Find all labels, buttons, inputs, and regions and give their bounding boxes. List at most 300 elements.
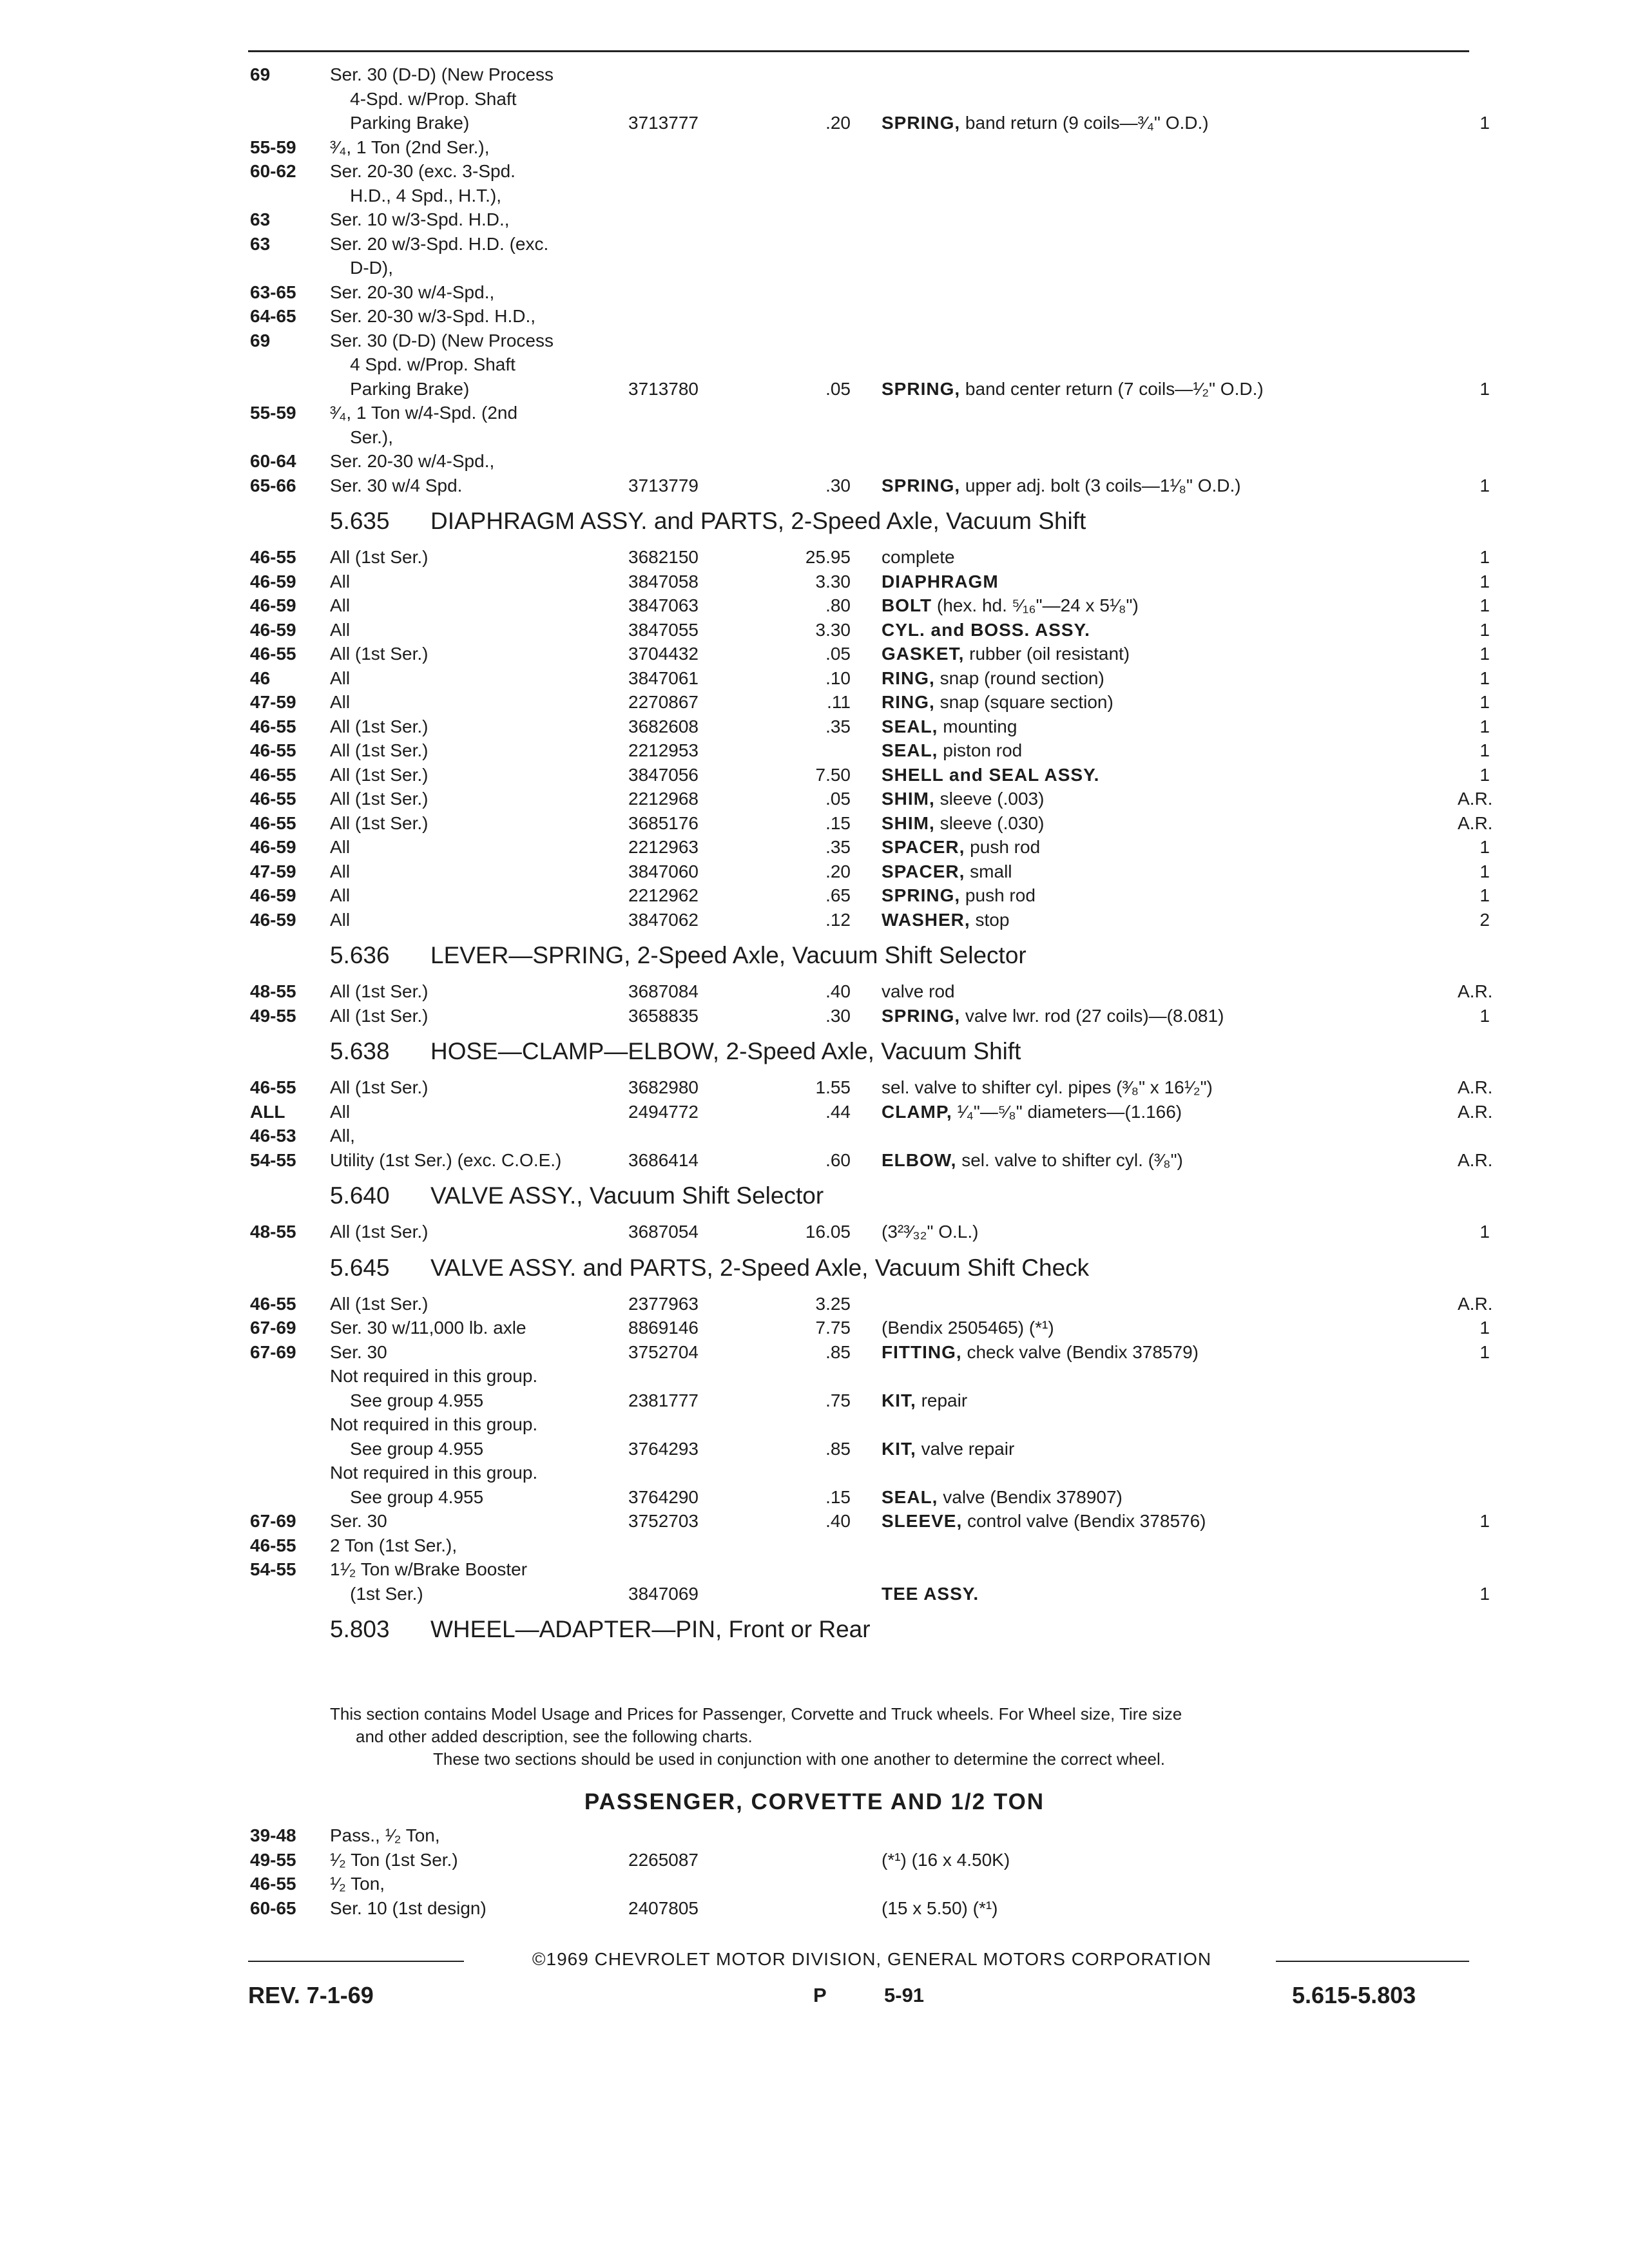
year-range: 47-59: [250, 692, 296, 712]
year-range: 55-59: [250, 403, 296, 423]
description-text: upper adj. bolt (3 coils—1¹⁄₈" O.D.): [965, 475, 1241, 495]
year-range: 49-55: [250, 1005, 296, 1026]
model-usage: ³⁄₄, 1 Ton (2nd Ser.),: [330, 137, 490, 157]
price: .30: [825, 1005, 851, 1026]
part-row: [0, 1316, 1629, 1340]
year-range: 69: [250, 64, 271, 84]
year-range: 46-55: [250, 764, 296, 785]
part-row: [0, 642, 1629, 666]
description: [882, 1437, 1014, 1461]
part-row: [0, 401, 1629, 425]
part-number: 3682150: [628, 547, 699, 567]
part-number: 3713779: [628, 475, 699, 495]
part-row: [0, 1557, 1629, 1581]
part-number: 8869146: [628, 1318, 699, 1338]
year-range: 54-55: [250, 1149, 296, 1170]
part-number: 2377963: [628, 1293, 699, 1314]
year-range: 46-59: [250, 619, 296, 640]
year-range: 46-55: [250, 1535, 296, 1555]
quantity: 1: [1480, 837, 1490, 857]
price: .35: [825, 716, 851, 736]
part-number: 2407805: [628, 1898, 699, 1918]
model-usage: Ser. 20-30 w/3-Spd. H.D.,: [330, 306, 536, 326]
part-row: [0, 835, 1629, 859]
description-keyword: CLAMP,: [882, 1101, 952, 1122]
part-number: 3682980: [628, 1077, 699, 1097]
description-keyword: WASHER,: [882, 909, 970, 930]
description: [882, 377, 1264, 401]
description-keyword: SHIM,: [882, 812, 935, 833]
section-header: [0, 1181, 1629, 1211]
part-row: [0, 666, 1629, 690]
part-row: [0, 979, 1629, 1003]
description: (*¹) (16 x 4.50K): [882, 1849, 1010, 1870]
model-usage: ¹⁄₂ Ton,: [330, 1874, 385, 1894]
model-usage: Not required in this group.: [330, 1463, 538, 1483]
section-note-1: This section contains Model Usage and Prices for Passenger, Corvette and Truck wheels. For Wheel size, Tire size: [330, 1704, 1182, 1724]
description: [882, 738, 1022, 762]
part-number: 2494772: [628, 1101, 699, 1122]
description: [882, 1148, 1183, 1172]
model-usage: Ser. 20-30 w/4-Spd.,: [330, 282, 495, 302]
description: [882, 763, 1099, 787]
model-usage: 2 Ton (1st Ser.),: [330, 1535, 458, 1555]
model-usage: Ser. 20-30 (exc. 3-Spd.: [330, 161, 516, 181]
year-range: 60-65: [250, 1898, 296, 1918]
part-number: 3847061: [628, 668, 699, 688]
part-row: [0, 232, 1629, 256]
description-text: (Bendix 2505465) (*¹): [882, 1318, 1054, 1338]
description: [882, 618, 1090, 642]
model-usage: 4 Spd. w/Prop. Shaft: [330, 354, 516, 374]
part-row: [0, 1148, 1629, 1172]
year-range: 69: [250, 330, 271, 351]
quantity: A.R.: [1458, 981, 1493, 1001]
section-title: VALVE ASSY. and PARTS, 2-Speed Axle, Vacuum Shift Check: [430, 1254, 1090, 1281]
year-range: 63: [250, 209, 271, 229]
model-usage: All (1st Ser.): [330, 981, 429, 1001]
description-text: push rod: [965, 885, 1036, 905]
model-usage: H.D., 4 Spd., H.T.),: [330, 185, 502, 206]
description: [882, 787, 1044, 811]
description-keyword: BOLT: [882, 595, 932, 615]
section-number: 5.636: [330, 942, 390, 968]
part-row: [0, 256, 1629, 280]
description: [882, 474, 1241, 497]
quantity: A.R.: [1458, 1077, 1493, 1097]
quantity: 1: [1480, 692, 1490, 712]
section-title: VALVE ASSY., Vacuum Shift Selector: [430, 1182, 824, 1209]
description: [882, 1485, 1123, 1509]
description-keyword: SPRING,: [882, 113, 961, 133]
part-number: 2270867: [628, 692, 699, 712]
price: .05: [825, 789, 851, 809]
model-usage: All,: [330, 1126, 355, 1146]
quantity: 1: [1480, 1318, 1490, 1338]
model-usage: All: [330, 909, 351, 930]
quantity: 1: [1480, 113, 1490, 133]
part-row: [0, 184, 1629, 207]
part-number: 3752704: [628, 1341, 699, 1362]
quantity: 1: [1480, 716, 1490, 736]
page-range: 5.615-5.803: [1292, 1982, 1416, 2008]
part-number: 3847060: [628, 861, 699, 881]
model-usage: All: [330, 861, 351, 881]
model-usage: D-D),: [330, 258, 393, 278]
part-number: 3847062: [628, 909, 699, 930]
year-range: 46-55: [250, 1874, 296, 1894]
description-keyword: SPRING,: [882, 885, 961, 905]
part-number: 2212953: [628, 740, 699, 760]
model-usage: Ser. 20 w/3-Spd. H.D. (exc.: [330, 233, 549, 254]
description-text: sel. valve to shifter cyl. pipes (³⁄₈" x 16¹⁄₂"): [882, 1077, 1213, 1097]
description: [882, 111, 1209, 135]
model-usage: Ser. 30 w/4 Spd.: [330, 475, 463, 495]
description: [882, 1389, 967, 1412]
year-range: 67-69: [250, 1341, 296, 1362]
quantity: 1: [1480, 595, 1490, 615]
model-usage: ¹⁄₂ Ton (1st Ser.): [330, 1849, 458, 1870]
year-range: 46-59: [250, 571, 296, 591]
price: .10: [825, 668, 851, 688]
part-number: 2212963: [628, 837, 699, 857]
section-title: WHEEL—ADAPTER—PIN, Front or Rear: [430, 1616, 871, 1642]
description-text: valve (Bendix 378907): [943, 1486, 1123, 1507]
price: .20: [825, 861, 851, 881]
section-title: LEVER—SPRING, 2-Speed Axle, Vacuum Shift Selector: [430, 942, 1027, 968]
model-usage: All (1st Ser.): [330, 644, 429, 664]
section-number: 5.645: [330, 1254, 390, 1281]
model-usage: Ser. 30: [330, 1511, 387, 1531]
model-usage: All: [330, 619, 351, 640]
model-usage: All (1st Ser.): [330, 547, 429, 567]
model-usage: Parking Brake): [330, 378, 470, 399]
model-usage: (1st Ser.): [330, 1583, 423, 1604]
section-header: [0, 1037, 1629, 1066]
part-row: [0, 690, 1629, 714]
description-text: (3²³⁄₃₂" O.L.): [882, 1222, 979, 1242]
year-range: 63-65: [250, 282, 296, 302]
price: 7.75: [815, 1318, 851, 1338]
price: .20: [825, 113, 851, 133]
quantity: 1: [1480, 475, 1490, 495]
part-row: [0, 329, 1629, 352]
year-range: 67-69: [250, 1318, 296, 1338]
description-keyword: SHIM,: [882, 789, 935, 809]
part-row: [0, 618, 1629, 642]
revision-date: REV. 7-1-69: [248, 1982, 374, 2008]
quantity: A.R.: [1458, 789, 1493, 809]
part-number: 3685176: [628, 812, 699, 833]
price: 3.30: [815, 571, 851, 591]
part-number: 3682608: [628, 716, 699, 736]
year-range: 54-55: [250, 1559, 296, 1579]
description-text: small: [970, 861, 1012, 881]
quantity: 1: [1480, 1222, 1490, 1242]
part-number: 3764293: [628, 1438, 699, 1459]
part-number: 3847063: [628, 595, 699, 615]
part-row: [0, 1582, 1629, 1606]
price: .80: [825, 595, 851, 615]
section-number: 5.635: [330, 508, 390, 534]
year-range: 48-55: [250, 1222, 296, 1242]
model-usage: Ser. 30 (D-D) (New Process: [330, 330, 554, 351]
year-range: 46-55: [250, 547, 296, 567]
description-text: sleeve (.003): [940, 789, 1045, 809]
description-text: snap (square section): [940, 692, 1113, 712]
quantity: 1: [1480, 378, 1490, 399]
price: 16.05: [805, 1222, 851, 1242]
quantity: 1: [1480, 764, 1490, 785]
description-text: sleeve (.030): [940, 812, 1045, 833]
part-number: 3713777: [628, 113, 699, 133]
price: .75: [825, 1390, 851, 1410]
part-row: [0, 883, 1629, 907]
part-row: [0, 159, 1629, 183]
description-keyword: SEAL,: [882, 716, 938, 736]
price: .05: [825, 378, 851, 399]
description-text: push rod: [970, 837, 1041, 857]
part-number: 3658835: [628, 1005, 699, 1026]
model-usage: Not required in this group.: [330, 1366, 538, 1386]
year-range: 64-65: [250, 306, 296, 326]
model-usage: 4-Spd. w/Prop. Shaft: [330, 88, 517, 109]
part-row: [0, 860, 1629, 883]
part-row: [0, 1124, 1629, 1148]
price: .15: [825, 812, 851, 833]
part-row: [0, 425, 1629, 449]
quantity: A.R.: [1458, 1149, 1493, 1170]
description-text: control valve (Bendix 378576): [967, 1511, 1206, 1531]
description: [882, 908, 1009, 932]
part-row: [0, 304, 1629, 328]
description-keyword: FITTING,: [882, 1341, 962, 1362]
section-number: 5.638: [330, 1038, 390, 1064]
description-keyword: CYL. and BOSS. ASSY.: [882, 619, 1090, 640]
price: 3.25: [815, 1293, 851, 1314]
description-text: valve repair: [921, 1438, 1015, 1459]
description-text: valve rod: [882, 981, 955, 1001]
section-title: HOSE—CLAMP—ELBOW, 2-Speed Axle, Vacuum Shift: [430, 1038, 1021, 1064]
description: [882, 1075, 1213, 1099]
quantity: A.R.: [1458, 812, 1493, 833]
part-row: [0, 738, 1629, 762]
price: .11: [827, 692, 851, 712]
description-keyword: GASKET,: [882, 644, 965, 664]
description-keyword: SPACER,: [882, 861, 965, 881]
description-keyword: SPRING,: [882, 1005, 961, 1026]
section-header: [0, 941, 1629, 970]
part-row: [0, 352, 1629, 376]
description: [882, 811, 1044, 835]
model-usage: Ser. 30 w/11,000 lb. axle: [330, 1318, 526, 1338]
model-usage: All (1st Ser.): [330, 740, 429, 760]
description: [882, 883, 1036, 907]
section-header: [0, 1615, 1629, 1644]
part-row: [0, 1412, 1629, 1436]
description: [882, 593, 1139, 617]
description: [882, 545, 955, 569]
description-keyword: ELBOW,: [882, 1149, 957, 1170]
quantity: 1: [1480, 885, 1490, 905]
copyright-line: [0, 1948, 1629, 1971]
part-number: 3847058: [628, 571, 699, 591]
model-usage: All: [330, 885, 351, 905]
model-usage: ³⁄₄, 1 Ton w/4-Spd. (2nd: [330, 403, 518, 423]
year-range: 46-55: [250, 1077, 296, 1097]
part-number: 3847056: [628, 764, 699, 785]
description-keyword: TEE ASSY.: [882, 1583, 979, 1604]
quantity: 1: [1480, 1005, 1490, 1026]
description-keyword: RING,: [882, 692, 935, 712]
year-range: 46-55: [250, 740, 296, 760]
quantity: 1: [1480, 644, 1490, 664]
model-usage: Ser. 30: [330, 1341, 387, 1362]
section-number: 5.803: [330, 1616, 390, 1642]
year-range: 46-59: [250, 909, 296, 930]
year-range: 46-59: [250, 837, 296, 857]
description-keyword: SPACER,: [882, 837, 965, 857]
description-keyword: RING,: [882, 668, 935, 688]
quantity: A.R.: [1458, 1101, 1493, 1122]
year-range: 49-55: [250, 1849, 296, 1870]
description-keyword: DIAPHRAGM: [882, 571, 999, 591]
year-range: 39-48: [250, 1825, 296, 1845]
description: [882, 690, 1113, 714]
part-row: [0, 474, 1629, 497]
part-row: [0, 908, 1629, 932]
model-usage: All: [330, 571, 351, 591]
quantity: 1: [1480, 861, 1490, 881]
description-keyword: SEAL,: [882, 740, 938, 760]
part-row: [0, 1004, 1629, 1028]
price: .12: [825, 909, 851, 930]
year-range: 47-59: [250, 861, 296, 881]
section-header: [0, 506, 1629, 536]
description: [882, 642, 1130, 666]
part-row: [0, 1075, 1629, 1099]
description-text: (hex. hd. ⁵⁄₁₆"—24 x 5¹⁄₈"): [936, 595, 1139, 615]
page-footer: [0, 1981, 1629, 2010]
description-text: repair: [921, 1390, 968, 1410]
part-row: [0, 1100, 1629, 1124]
description: [882, 979, 955, 1003]
description-text: piston rod: [943, 740, 1023, 760]
model-usage: See group 4.955: [330, 1390, 484, 1410]
year-range: 63: [250, 233, 271, 254]
model-usage: All (1st Ser.): [330, 716, 429, 736]
description-text: check valve (Bendix 378579): [967, 1341, 1199, 1362]
year-range: 55-59: [250, 137, 296, 157]
quantity: 1: [1480, 1583, 1490, 1604]
model-usage: All: [330, 668, 351, 688]
description: [882, 1340, 1199, 1364]
price: 1.55: [815, 1077, 851, 1097]
part-row: [0, 449, 1629, 473]
description: [882, 1004, 1224, 1028]
description-keyword: SPRING,: [882, 378, 961, 399]
model-usage: All (1st Ser.): [330, 1222, 429, 1242]
part-number: 3847069: [628, 1583, 699, 1604]
part-row: [0, 1437, 1629, 1461]
description-keyword: KIT,: [882, 1390, 916, 1410]
year-range: ALL: [250, 1101, 285, 1122]
model-usage: See group 4.955: [330, 1438, 484, 1459]
section-note-2: and other added description, see the following charts.: [356, 1727, 753, 1746]
top-rule: [248, 50, 1469, 52]
part-row: [0, 1340, 1629, 1364]
part-number: 3704432: [628, 644, 699, 664]
year-range: 46-55: [250, 644, 296, 664]
model-usage: Utility (1st Ser.) (exc. C.O.E.): [330, 1149, 562, 1170]
year-range: 46: [250, 668, 271, 688]
price: .85: [825, 1341, 851, 1362]
description-keyword: KIT,: [882, 1438, 916, 1459]
description: [882, 715, 1017, 738]
page-number: 5-91: [884, 1984, 925, 2006]
year-range: 46-55: [250, 812, 296, 833]
description-text: mounting: [943, 716, 1017, 736]
model-usage: All: [330, 837, 351, 857]
model-usage: All: [330, 692, 351, 712]
year-range: 46-55: [250, 789, 296, 809]
part-row: [0, 87, 1629, 111]
part-row: [0, 280, 1629, 304]
part-row: [0, 1533, 1629, 1557]
model-usage: 1¹⁄₂ Ton w/Brake Booster: [330, 1559, 528, 1579]
part-row: [0, 1509, 1629, 1533]
price: 3.30: [815, 619, 851, 640]
model-usage: Parking Brake): [330, 113, 470, 133]
year-range: 60-64: [250, 451, 296, 471]
part-number: 2212968: [628, 789, 699, 809]
model-usage: Not required in this group.: [330, 1414, 538, 1434]
description: [882, 860, 1012, 883]
wheel-row: [0, 1823, 1629, 1847]
description: (15 x 5.50) (*¹): [882, 1898, 998, 1918]
section-number: 5.640: [330, 1182, 390, 1209]
description-text: sel. valve to shifter cyl. (³⁄₈"): [961, 1149, 1183, 1170]
price: .15: [825, 1486, 851, 1507]
price: .40: [825, 1511, 851, 1531]
wheel-row: [0, 1848, 1629, 1872]
quantity: 1: [1480, 1341, 1490, 1362]
part-row: [0, 1461, 1629, 1485]
model-usage: See group 4.955: [330, 1486, 484, 1507]
model-usage: All (1st Ser.): [330, 764, 429, 785]
part-row: [0, 207, 1629, 231]
description: [882, 570, 999, 593]
model-usage: All: [330, 1101, 351, 1122]
model-usage: Ser. 10 w/3-Spd. H.D.,: [330, 209, 510, 229]
part-number: 3686414: [628, 1149, 699, 1170]
part-number: 2265087: [628, 1849, 699, 1870]
part-number: 3752703: [628, 1511, 699, 1531]
section-note-3: These two sections should be used in conjunction with one another to determine the correct wheel.: [433, 1749, 1166, 1769]
wheel-row: [0, 1872, 1629, 1896]
description-keyword: SLEEVE,: [882, 1511, 963, 1531]
year-range: 65-66: [250, 475, 296, 495]
copyright-text: ©1969 CHEVROLET MOTOR DIVISION, GENERAL MOTORS CORPORATION: [532, 1949, 1212, 1969]
part-row: [0, 811, 1629, 835]
price: .35: [825, 837, 851, 857]
quantity: 1: [1480, 571, 1490, 591]
price: 25.95: [805, 547, 851, 567]
model-usage: Ser.),: [330, 427, 394, 447]
description: [882, 1220, 978, 1244]
description: [882, 835, 1040, 859]
section-title: DIAPHRAGM ASSY. and PARTS, 2-Speed Axle, Vacuum Shift: [430, 508, 1086, 534]
